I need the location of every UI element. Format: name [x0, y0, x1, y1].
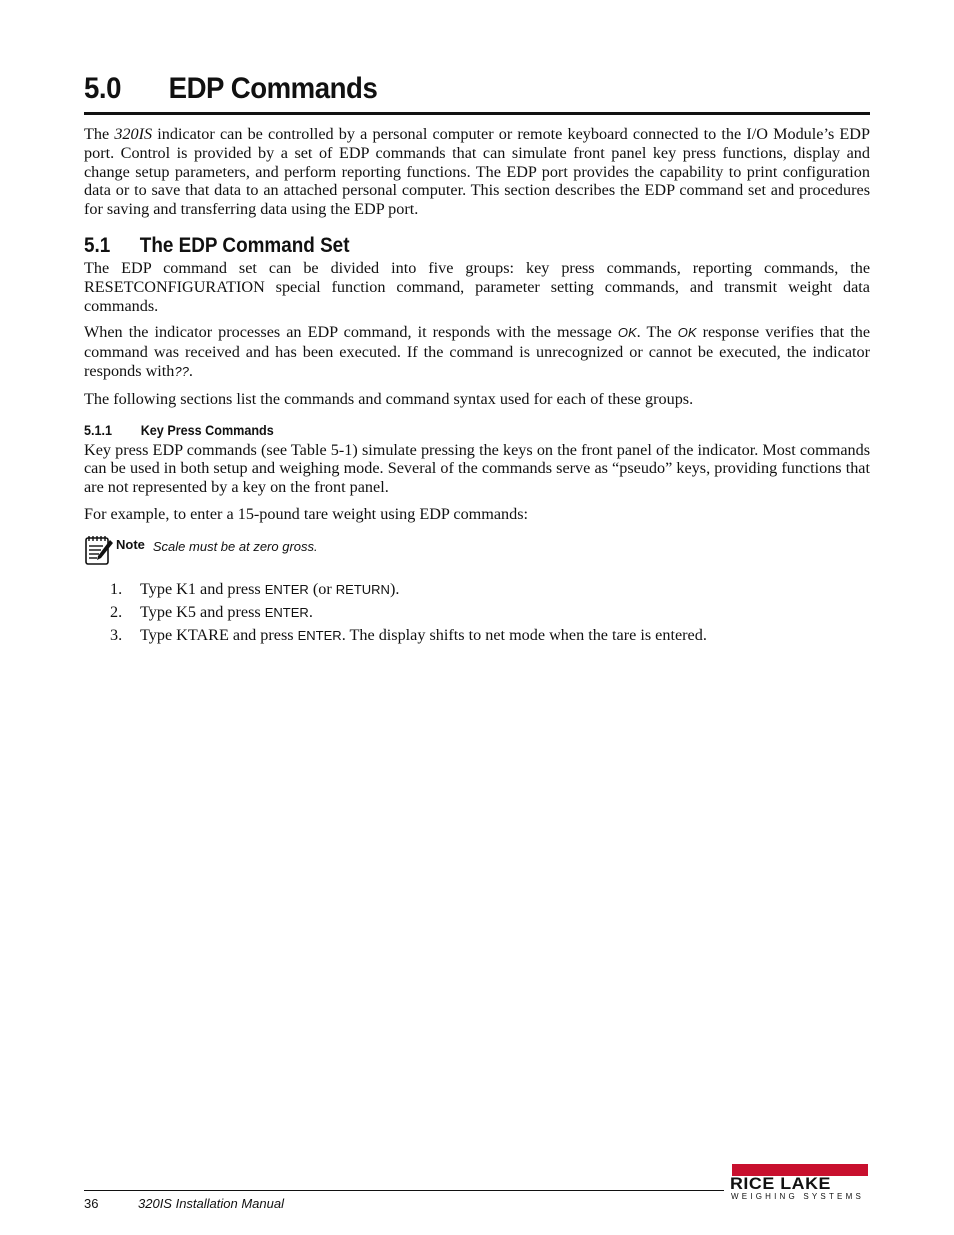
p2-text-c: response verifies that the command was received and has been executed. If the command is unrecognized or cannot be executed, the indicator responds with	[84, 323, 871, 380]
step-text-c: ).	[389, 579, 400, 598]
p2-text-b: . The	[636, 323, 678, 342]
section-number: 5.1	[84, 233, 111, 257]
logo-tagline: WEIGHING SYSTEMS	[731, 1192, 864, 1201]
step-text	[140, 601, 313, 624]
section-heading-5-1-1	[84, 421, 791, 439]
chapter-number: 5.0	[84, 72, 122, 105]
manual-title: 320IS Installation Manual	[138, 1196, 284, 1211]
list-item	[84, 624, 870, 647]
subsection-number: 5.1.1	[84, 421, 113, 438]
list-item	[84, 601, 870, 624]
p2-text-d: .	[188, 361, 193, 380]
step-index	[84, 624, 140, 647]
step-text-a: Type K1 and press	[140, 579, 265, 598]
key-enter: ENTER	[297, 627, 342, 643]
section-5-1-paragraph-2	[84, 323, 870, 381]
page-number: 36	[84, 1196, 99, 1211]
chapter-title: EDP Commands	[168, 72, 378, 105]
logo-wordmark: RICE LAKE	[730, 1174, 831, 1193]
p2-text-a: When the indicator processes an EDP command, it responds with the message	[84, 323, 618, 342]
footer-rule	[84, 1190, 724, 1191]
section-5-1-1-paragraph-1: Key press EDP commands (see Table 5-1) simulate pressing the keys on the front panel of the indicator. Most commands can be used in both setup and weighing mode. Several of the commands serve as “pseudo” keys, providing functions that are not represented by a key on the front panel.	[84, 440, 870, 497]
page-content	[84, 70, 870, 647]
list-item	[84, 578, 870, 601]
section-5-1-paragraph-1: The EDP command set can be divided into five groups: key press commands, reporting commands, the RESETCONFIGURATION special function command, parameter setting commands, and transmit weight data commands.	[84, 258, 870, 315]
step-text-b: .	[308, 602, 313, 621]
key-enter: ENTER	[264, 604, 309, 620]
note-pad-pencil-icon	[84, 534, 114, 566]
note-text: Scale must be at zero gross.	[152, 538, 318, 554]
step-number: 1.	[110, 579, 123, 598]
section-title: The EDP Command Set	[139, 233, 350, 257]
section-5-1-paragraph-3: The following sections list the commands and command syntax used for each of these groups.	[84, 389, 694, 408]
step-number: 2.	[110, 602, 123, 621]
key-return: RETURN	[335, 581, 390, 597]
step-text-b: (or	[308, 579, 336, 598]
section-heading-5-1	[84, 233, 791, 259]
ok-response-1: OK	[617, 325, 637, 341]
step-text-a: Type KTARE and press	[140, 625, 298, 644]
chapter-rule	[84, 112, 870, 115]
step-text-a: Type K5 and press	[140, 602, 265, 621]
rice-lake-logo	[728, 1164, 870, 1204]
product-name: 320IS	[114, 125, 153, 143]
step-number: 3.	[110, 625, 123, 644]
step-text-b: . The display shifts to net mode when the tare is entered.	[341, 625, 707, 644]
intro-paragraph	[84, 125, 870, 219]
section-5-1-1-paragraph-2: For example, to enter a 15-pound tare weight using EDP commands:	[84, 504, 529, 523]
chapter-heading	[84, 70, 807, 108]
step-text	[140, 624, 707, 647]
step-index	[84, 578, 140, 601]
error-response: ??	[174, 363, 189, 379]
intro-text-b: indicator can be controlled by a personal computer or remote keyboard connected to the I/O Module’s EDP port. Control is provided by a set of EDP commands that can simulate front panel key press functions, display and change setup parameters, and perform reporting functions. The EDP port provides the capability to print configuration data or to save that data to an attached personal computer. This section describes the EDP command set and procedures for saving and transferring data using the EDP port.	[84, 125, 870, 219]
key-enter: ENTER	[264, 581, 309, 597]
step-index	[84, 601, 140, 624]
steps-list	[84, 578, 870, 647]
subsection-title: Key Press Commands	[140, 421, 274, 438]
step-text	[140, 578, 399, 601]
note-label: Note	[116, 536, 145, 552]
intro-text-a: The	[84, 125, 115, 143]
note-block	[84, 534, 870, 566]
ok-response-2: OK	[677, 325, 697, 341]
